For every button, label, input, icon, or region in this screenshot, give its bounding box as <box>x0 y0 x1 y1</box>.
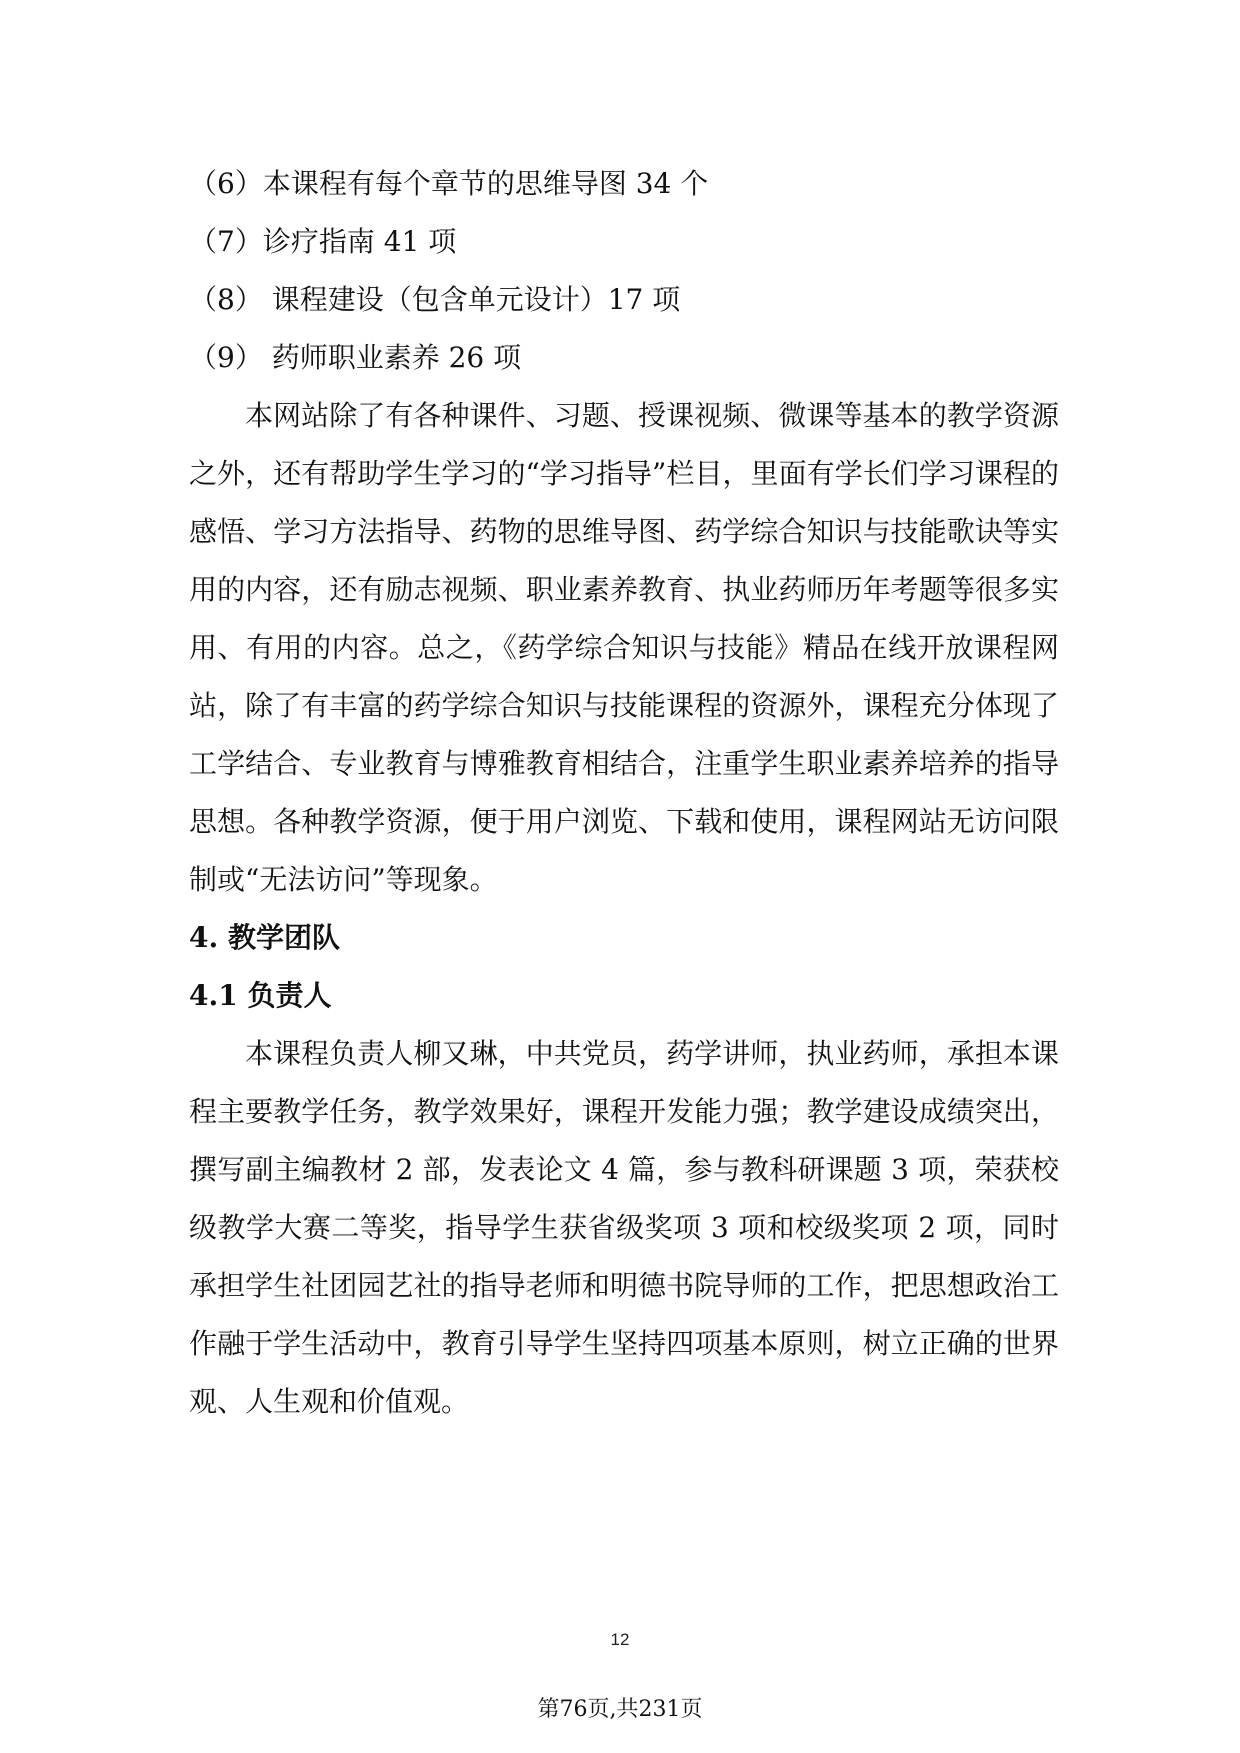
paragraph-website: 本网站除了有各种课件、习题、授课视频、微课等基本的教学资源之外，还有帮助学生学习的“学习指导”栏目，里面有学长们学习课程的感悟、学习方法指导、药物的思维导图、药学综合知识与技能歌诀等实用的内容，还有励志视频、职业素养教育、执业药师历年考题等很多实用、有用的内容。总之，《药学综合知识与技能》精品在线开放课程网站，除了有丰富的药学综合知识与技能课程的资源外，课程充分体现了工学结合、专业教育与博雅教育相结合，注重学生职业素养培养的指导思想。各种教学资源，便于用户浏览、下载和使用，课程网站无访问限制或“无法访问”等现象。 <box>189 399 1059 896</box>
list-item-mind-maps: （6）本课程有每个章节的思维导图 34 个 <box>189 167 709 200</box>
list-item-course-construction: （8） 课程建设（包含单元设计）17 项 <box>189 283 681 316</box>
list-item-guidelines: （7）诊疗指南 41 项 <box>189 225 457 258</box>
page-footer: 第76页,共231页 <box>537 1697 703 1722</box>
subsection-heading-leader: 4.1 负责人 <box>189 979 332 1012</box>
list-item-pharmacist-literacy: （9） 药师职业素养 26 项 <box>189 341 522 374</box>
page-content <box>189 155 1059 1431</box>
section-heading-teaching-team: 4. 教学团队 <box>189 921 340 954</box>
paragraph-leader: 本课程负责人柳又琳，中共党员，药学讲师，执业药师，承担本课程主要教学任务，教学效果好，课程开发能力强；教学建设成绩突出，撰写副主编教材 2 部，发表论文 4 篇，参与教科研课题 3 项，荣获校级教学大赛二等奖，指导学生获省级奖项 3 项和校级奖项 2 项，同时承担学生社团园艺社的指导老师和明德书院导师的工作，把思想政治工作融于学生活动中，教育引导学生坚持四项基本原则，树立正确的世界观、人生观和价值观。 <box>189 1037 1059 1418</box>
page-number: 12 <box>610 1630 630 1649</box>
